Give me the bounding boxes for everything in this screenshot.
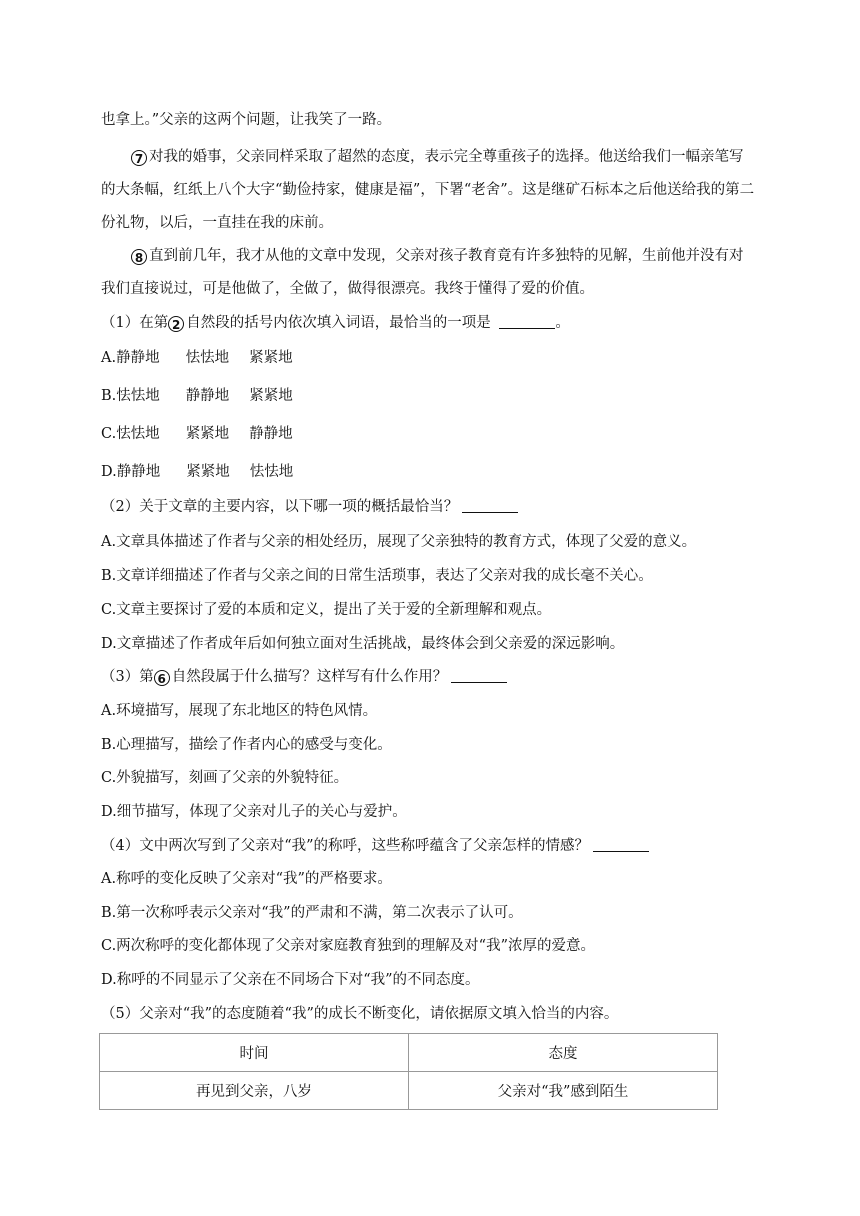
answer-blank[interactable] <box>451 668 507 683</box>
q1-option-b: B.怯怯地 静静地 紧紧地 <box>101 388 293 404</box>
question-3: （3）第 6 自然段属于什么描写？这样写有什么作用？ <box>101 667 507 687</box>
table-header-time: 时间 <box>100 1034 409 1072</box>
q1-option-a: A.静静地 怯怯地 紧紧地 <box>101 350 293 366</box>
paragraph-7-line-3: 份礼物，以后，一直挂在我的床前。 <box>101 215 333 231</box>
table-row <box>100 1072 718 1110</box>
q2-option-b: B.文章详细描述了作者与父亲之间的日常生活琐事，表达了父亲对我的成长毫不关心。 <box>101 568 653 584</box>
paragraph-number-badge: 8 <box>131 249 147 265</box>
q2-option-d: D.文章描述了作者成年后如何独立面对生活挑战，最终体会到父亲爱的深远影响。 <box>101 636 625 652</box>
q2-option-c: C.文章主要探讨了爱的本质和定义，提出了关于爱的全新理解和观点。 <box>101 602 552 618</box>
question-1: （1）在第 2 自然段的括号内依次填入词语，最恰当的一项是 。 <box>101 315 570 332</box>
q3-option-c: C.外貌描写，刻画了父亲的外貌特征。 <box>101 770 349 786</box>
paragraph-7-line-2: 的大条幅，红纸上八个大字“勤俭持家，健康是福”，下署“老舍”。这是继矿石标本之后他送给我的第二 <box>101 182 755 198</box>
table-header-attitude: 态度 <box>409 1034 718 1072</box>
q2-option-a: A.文章具体描述了作者与父亲的相处经历，展现了父亲独特的教育方式，体现了父爱的意义。 <box>101 534 697 550</box>
q3-option-d: D.细节描写，体现了父亲对儿子的关心与爱护。 <box>101 804 407 820</box>
question-4: （4）文中两次写到了父亲对“我”的称呼，这些称呼蕴含了父亲怎样的情感？ <box>101 836 649 856</box>
paragraph-8-line-2: 我们直接说过，可是他做了，全做了，做得很漂亮。我终于懂得了爱的价值。 <box>101 281 594 297</box>
paragraph-number-badge: 6 <box>154 670 170 686</box>
passage-line: 也拿上。”父亲的这两个问题，让我笑了一路。 <box>101 112 392 128</box>
q1-option-d: D.静静地 紧紧地 怯怯地 <box>101 464 294 480</box>
q4-option-a: A.称呼的变化反映了父亲对“我”的严格要求。 <box>101 871 392 887</box>
question-2: （2）关于文章的主要内容，以下哪一项的概括最恰当？ <box>101 497 518 517</box>
question-5: （5）父亲对“我”的态度随着“我”的成长不断变化，请依据原文填入恰当的内容。 <box>101 1006 619 1022</box>
table-header-row <box>100 1034 718 1072</box>
paragraph-number-badge: 7 <box>131 150 147 166</box>
q4-option-d: D.称呼的不同显示了父亲在不同场合下对“我”的不同态度。 <box>101 972 480 988</box>
table-cell: 再见到父亲，八岁 <box>100 1072 409 1110</box>
q4-option-b: B.第一次称呼表示父亲对“我”的严肃和不满，第二次表示了认可。 <box>101 905 523 921</box>
answer-blank[interactable] <box>499 314 555 329</box>
answer-table <box>99 1033 718 1110</box>
q1-option-c: C.怯怯地 紧紧地 静静地 <box>101 426 293 442</box>
paragraph-7-line-1: 7 对我的婚事，父亲同样采取了超然的态度，表示完全尊重孩子的选择。他送给我们一幅亲笔写 <box>131 147 744 167</box>
q3-option-a: A.环境描写，展现了东北地区的特色风情。 <box>101 703 378 719</box>
q4-option-c: C.两次称呼的变化都体现了父亲对家庭教育独到的理解及对“我”浓厚的爱意。 <box>101 938 596 954</box>
table-cell: 父亲对“我”感到陌生 <box>409 1072 718 1110</box>
answer-blank[interactable] <box>593 837 649 852</box>
answer-blank[interactable] <box>462 498 518 513</box>
paragraph-number-badge: 2 <box>168 316 184 332</box>
paragraph-8-line-1: 8 直到前几年，我才从他的文章中发现，父亲对孩子教育竟有许多独特的见解，生前他并没有对 <box>131 246 744 266</box>
q3-option-b: B.心理描写，描绘了作者内心的感受与变化。 <box>101 737 392 753</box>
